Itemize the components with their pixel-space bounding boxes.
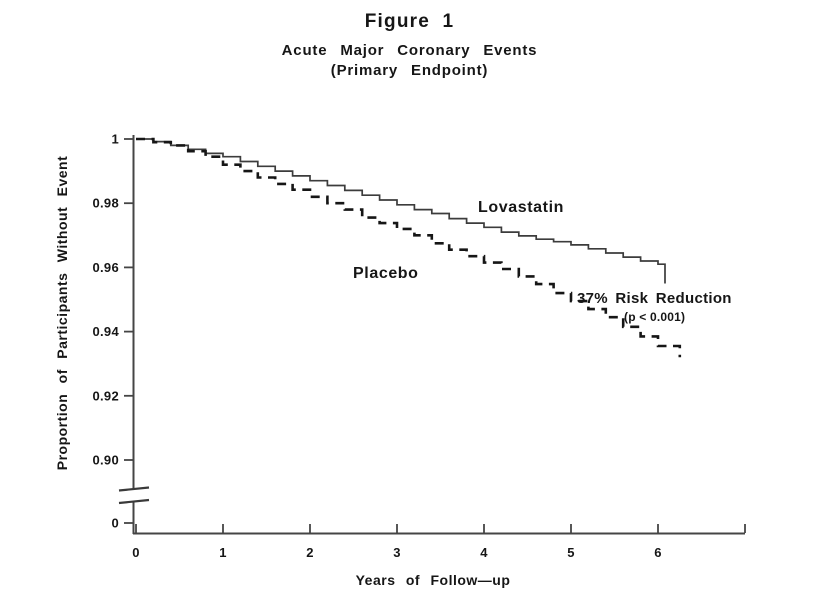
risk-reduction-annotation: 37% Risk Reduction xyxy=(577,290,732,307)
y-tick-label: 0.94 xyxy=(92,324,119,340)
placebo-series-label: Placebo xyxy=(353,265,419,282)
x-tick-label: 1 xyxy=(219,545,227,560)
x-tick-label: 3 xyxy=(393,545,401,560)
y-tick-label: 0.98 xyxy=(92,195,119,211)
p-value-annotation: (p < 0.001) xyxy=(624,310,686,324)
y-tick-label: 0 xyxy=(111,515,119,531)
y-tick-label: 1 xyxy=(111,131,119,147)
lovastatin-series-label: Lovastatin xyxy=(478,199,565,216)
lovastatin-curve xyxy=(136,139,665,284)
x-tick-label: 2 xyxy=(306,545,314,560)
y-axis-title: Proportion of Participants Without Event xyxy=(54,155,70,471)
figure-title: Figure 1 xyxy=(364,11,455,32)
x-tick-label: 0 xyxy=(132,545,140,560)
y-axis xyxy=(119,135,149,534)
x-axis-title: Years of Follow—up xyxy=(355,572,511,588)
axis-break-mark-upper xyxy=(119,488,149,491)
y-tick-label: 0.96 xyxy=(92,259,119,275)
y-axis-ticks xyxy=(92,132,133,531)
x-axis-ticks xyxy=(132,524,745,560)
x-tick-label: 4 xyxy=(480,545,488,560)
axis-break-mark-lower xyxy=(119,500,149,503)
y-tick-label: 0.92 xyxy=(92,388,119,404)
x-tick-label: 5 xyxy=(567,545,575,560)
x-tick-label: 6 xyxy=(654,545,662,560)
chart-subtitle: Acute Major Coronary Events xyxy=(281,42,538,59)
y-tick-label: 0.90 xyxy=(92,452,119,468)
chart-subtitle-2: (Primary Endpoint) xyxy=(330,62,489,79)
